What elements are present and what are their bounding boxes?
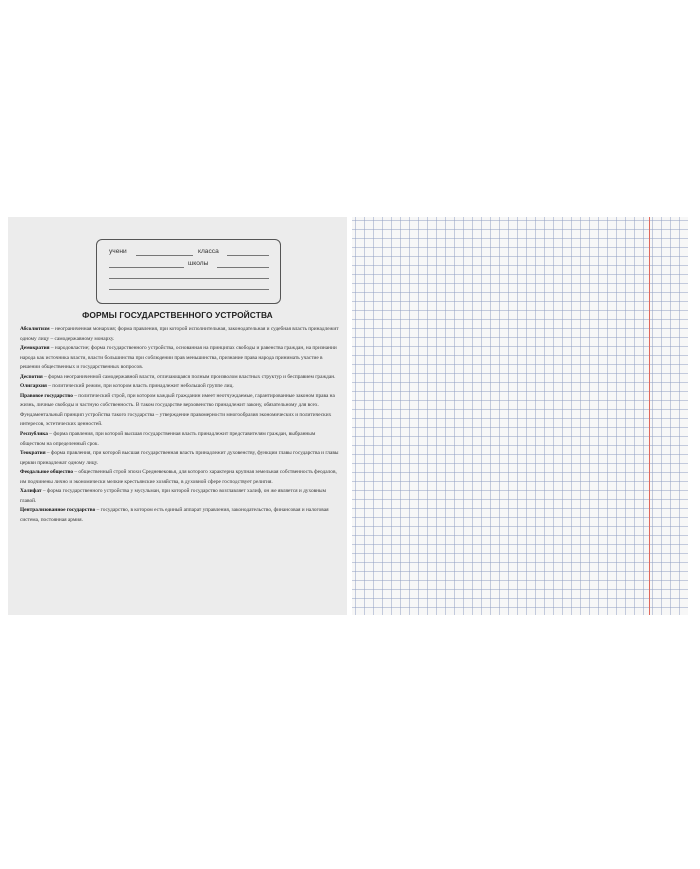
class-line [227,255,269,256]
blank-row [106,281,271,291]
definition-term: Олигархия [20,383,47,390]
school-pre-line [109,267,184,268]
definition-text: – народовластие; форма государственного устройства, основанная на принципах свободы и равенства граждан, на признании народа как источника власти, власти большинства при соблюдении прав меньшинства, признание права народа принимать участие в решении общественных и государственных вопросов. [20,345,337,371]
definition-term: Республика [20,431,48,438]
school-line [217,267,269,268]
definition-item [20,392,340,430]
definition-term: Деспотия [20,373,43,380]
definition-item [20,325,340,344]
school-row [106,259,271,269]
definition-item [20,430,340,449]
blank-line-1 [109,278,269,279]
definition-text: – форма правления, при которой высшая государственная власть принадлежит представителям граждан, выбранным обществом на определенный срок. [20,431,316,447]
definition-item [20,487,340,506]
definition-text: – форма правления, при которой высшая государственная власть принадлежит духовенству, функции главы государства и главы церкви принадлежат одному лицу. [20,450,339,466]
definition-item [20,344,340,373]
definition-term: Демократия [20,345,50,352]
definition-term: Централизованное государство [20,507,96,514]
definition-item [20,449,340,468]
left-page-cover [8,217,347,615]
school-label: школы [188,260,209,267]
right-page-grid [352,217,688,615]
definition-item [20,373,340,383]
page-title: ФОРМЫ ГОСУДАРСТВЕННОГО УСТРОЙСТВА [82,310,273,320]
definition-term: Теократия [20,450,46,457]
definition-text: – форма неограниченной самодержавной власти, отличающаяся полным произволом властных структур и бесправием граждан. [42,373,336,380]
definition-term: Халифат [20,488,42,495]
definition-text: – государство, в котором есть единый аппарат управления, законодательство, финансовая и налоговая система, постоянная армия. [20,507,329,523]
definition-term: Абсолютизм [20,326,50,332]
definition-item [20,468,340,487]
definition-item [20,382,340,392]
definition-text: – общественный строй эпохи Средневековья, для которого характерна крупная земельная собственность феодалов, им подчинены лично и экономически мелкие крестьянские хозяйства, в духовной сфере господствует религия. [20,469,337,485]
student-name-line [136,255,193,256]
definition-text: – политический режим, при котором власть принадлежит небольшой группе лиц. [46,383,234,390]
definition-item [20,506,340,525]
blank-line-2 [109,289,269,290]
definitions-list [20,325,340,525]
student-row [106,247,271,257]
class-label: класса [198,248,219,255]
definition-term: Правовое государство [20,392,73,399]
red-margin-line [649,217,650,615]
definition-text: – неограниченная монархия; форма правления, при которой исполнительная, законодательная и судебная власть принадлежит одному лицу – самодержавному монарху. [20,326,339,342]
definition-text: – политический строй, при котором каждый гражданин имеет неотчуждаемые, гарантированные законом права на жизнь, личные свободы и частную собственность. В таком государстве верховенство принадлежит закону, обязательному для всех. Фундаментальный принцип устройства такого государства – утверждение правомерности многообразия экономических и политических интересов, эстетических ценностей. [20,392,335,428]
blank-row [106,270,271,280]
definition-term: Феодальное общество [20,469,73,476]
student-label: учени [109,248,127,255]
student-name-box [96,239,281,304]
definition-text: – форма государственного устройства у мусульман, при которой государство возглавляет халиф, он же является и духовным главой. [20,488,326,504]
